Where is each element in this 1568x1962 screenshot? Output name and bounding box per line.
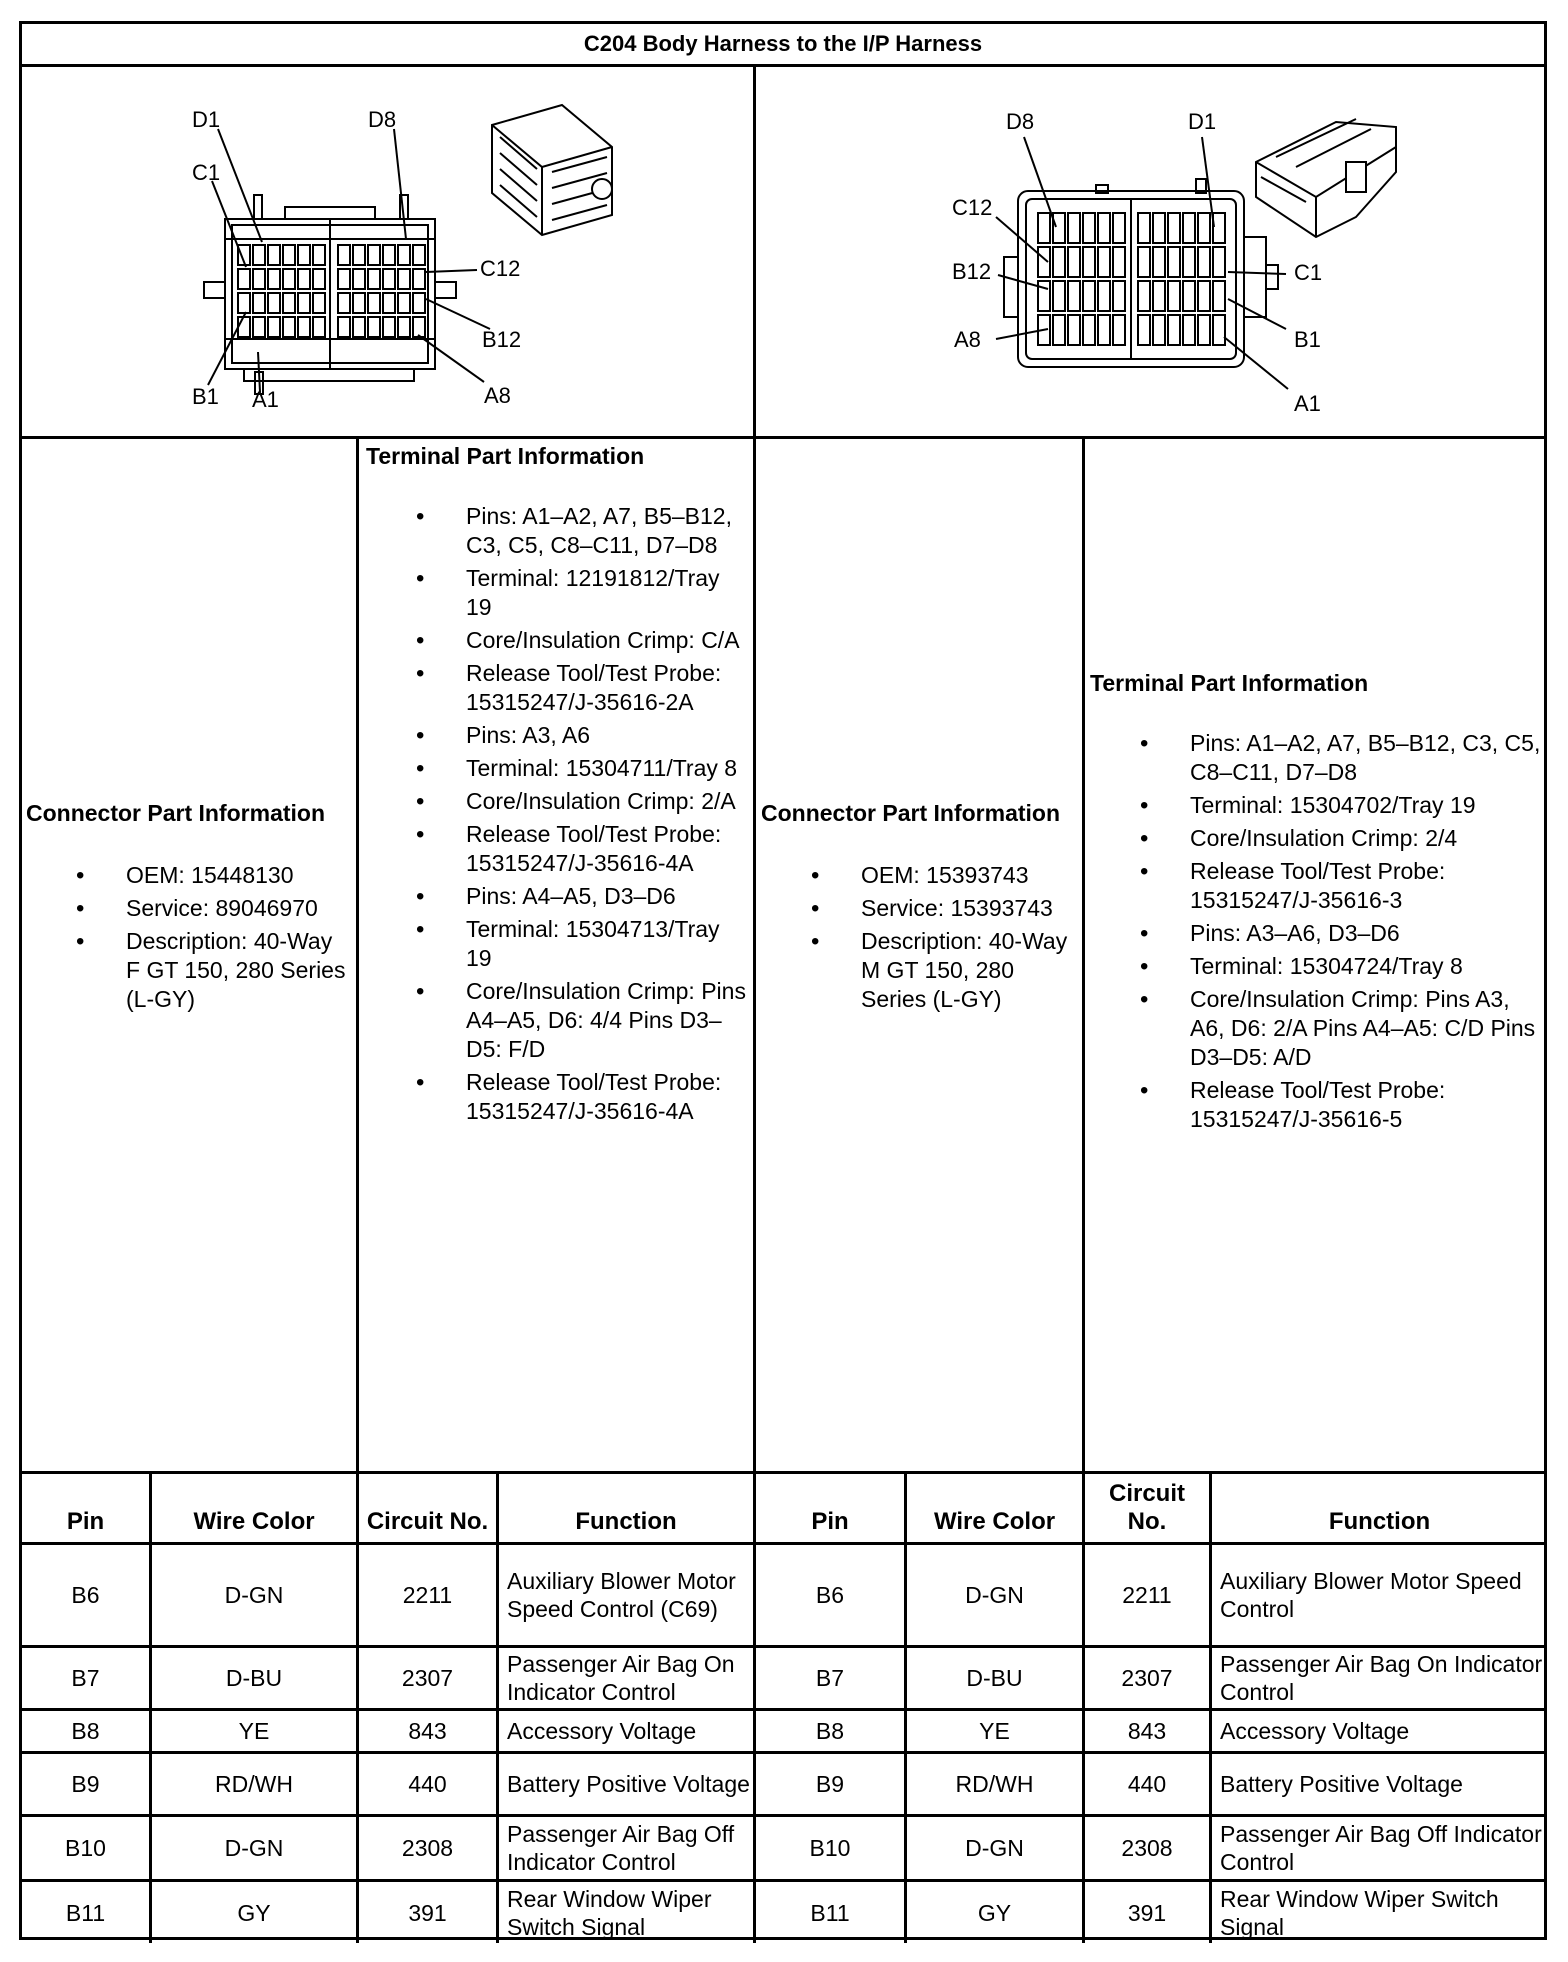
table-cell: D-GN bbox=[965, 1835, 1024, 1861]
list-item: • Terminal: 15304724/Tray 8 bbox=[1090, 952, 1545, 981]
terminal-info-heading: Terminal Part Information bbox=[1090, 670, 1369, 696]
pin-label: B12 bbox=[952, 259, 992, 284]
terminal-group bbox=[1090, 729, 1545, 915]
pin-label: B12 bbox=[482, 327, 522, 352]
pin-label: A1 bbox=[252, 387, 279, 412]
list-item: • OEM: 15448130 bbox=[26, 861, 351, 890]
table-cell: B7 bbox=[71, 1665, 100, 1691]
list-item: • Release Tool/Test Probe: 15315247/J-35616-4A bbox=[366, 820, 748, 878]
page-title: C204 Body Harness to the I/P Harness bbox=[583, 31, 983, 56]
table-cell: B11 bbox=[65, 1899, 106, 1926]
table-cell: GY bbox=[977, 1899, 1012, 1926]
table-cell: YE bbox=[979, 1718, 1010, 1744]
list-item: • Terminal: 15304713/Tray 19 bbox=[366, 915, 748, 973]
pin-label: C12 bbox=[480, 256, 521, 281]
table-cell: Battery Positive Voltage bbox=[507, 1771, 750, 1797]
column-header: Function bbox=[1328, 1508, 1431, 1535]
table-cell: 2307 bbox=[1121, 1665, 1173, 1691]
pin-label: C1 bbox=[192, 160, 221, 185]
table-cell: B10 bbox=[65, 1835, 106, 1861]
list-item: • Pins: A4–A5, D3–D6 bbox=[366, 882, 748, 911]
table-cell: Passenger Air Bag On Indicator Control bbox=[1220, 1651, 1543, 1705]
table-cell: Rear Window Wiper Switch Signal bbox=[1220, 1885, 1499, 1940]
list-item: • Core/Insulation Crimp: 2/4 bbox=[1090, 824, 1545, 853]
table-cell: 2307 bbox=[401, 1665, 454, 1691]
table-cell: Passenger Air Bag On Indicator Control bbox=[507, 1651, 735, 1705]
column-header: Pin bbox=[66, 1508, 105, 1535]
column-header: Wire Color bbox=[193, 1508, 315, 1535]
pin-label: C1 bbox=[1294, 260, 1323, 285]
table-cell: GY bbox=[237, 1899, 271, 1926]
table-cell: Accessory Voltage bbox=[1220, 1718, 1410, 1744]
table-cell: RD/WH bbox=[955, 1771, 1034, 1797]
list-item: • Core/Insulation Crimp: Pins A4–A5, D6: 4/4 Pins D3–D5: F/D bbox=[366, 977, 748, 1064]
table-cell: 391 bbox=[1127, 1899, 1167, 1926]
list-item: • Service: 89046970 bbox=[26, 894, 351, 923]
table-cell: RD/WH bbox=[215, 1771, 293, 1797]
table-cell: B6 bbox=[815, 1582, 845, 1608]
list-item: • Release Tool/Test Probe: 15315247/J-35616-5 bbox=[1090, 1076, 1545, 1134]
table-cell: Auxiliary Blower Motor Speed Control bbox=[1220, 1568, 1522, 1622]
list-item: • Pins: A3–A6, D3–D6 bbox=[1090, 919, 1545, 948]
list-item: • Pins: A3, A6 bbox=[366, 721, 748, 750]
pin-label: A1 bbox=[1294, 391, 1321, 416]
connector-sheet bbox=[19, 21, 1547, 1940]
list-item: • OEM: 15393743 bbox=[761, 861, 1079, 890]
column-header: Circuit No. bbox=[366, 1508, 489, 1535]
pin-label: D1 bbox=[192, 107, 221, 132]
table-cell: 2211 bbox=[1122, 1582, 1172, 1608]
pin-label: B1 bbox=[1294, 327, 1321, 352]
table-cell: B7 bbox=[815, 1665, 845, 1691]
divider bbox=[22, 436, 1544, 439]
table-cell: B9 bbox=[815, 1771, 845, 1797]
table-cell: Passenger Air Bag Off Indicator Control bbox=[1220, 1821, 1542, 1875]
table-cell: Rear Window Wiper Switch Signal bbox=[507, 1885, 712, 1940]
terminal-group bbox=[366, 502, 748, 717]
terminal-info-heading: Terminal Part Information bbox=[366, 443, 645, 469]
list-item: • Terminal: 15304711/Tray 8 bbox=[366, 754, 748, 783]
table-cell: 843 bbox=[1127, 1718, 1167, 1744]
table-cell: 440 bbox=[1127, 1771, 1167, 1797]
table-cell: 2308 bbox=[1121, 1835, 1173, 1861]
pin-label: D8 bbox=[368, 107, 397, 132]
terminal-group bbox=[366, 882, 748, 1126]
table-cell: B6 bbox=[71, 1582, 100, 1608]
list-item: • Core/Insulation Crimp: C/A bbox=[366, 626, 748, 655]
terminal-group bbox=[1090, 919, 1545, 1134]
list-item: • Pins: A1–A2, A7, B5–B12, C3, C5, C8–C11, D7–D8 bbox=[1090, 729, 1545, 787]
table-cell: Battery Positive Voltage bbox=[1220, 1771, 1463, 1797]
pin-label: A8 bbox=[954, 327, 981, 352]
connector-info-list bbox=[761, 861, 1079, 1014]
pin-label: B1 bbox=[192, 384, 219, 409]
table-cell: B9 bbox=[71, 1771, 100, 1797]
right-connector-diagram bbox=[756, 67, 1550, 436]
list-item: • Terminal: 15304702/Tray 19 bbox=[1090, 791, 1545, 820]
table-cell: Auxiliary Blower Motor Speed Control (C69) bbox=[507, 1568, 736, 1622]
left-terminal-info bbox=[366, 442, 748, 1130]
table-cell: 2308 bbox=[401, 1835, 454, 1861]
pin-label: D1 bbox=[1188, 109, 1217, 134]
list-item: • Description: 40-Way M GT 150, 280 Series (L-GY) bbox=[761, 927, 1079, 1014]
table-cell: B8 bbox=[71, 1718, 100, 1744]
list-item: • Service: 15393743 bbox=[761, 894, 1079, 923]
left-connector-diagram bbox=[22, 67, 753, 436]
pin-label: C12 bbox=[952, 195, 993, 220]
right-terminal-info bbox=[1090, 669, 1545, 1138]
table-cell: 391 bbox=[408, 1899, 447, 1926]
table-cell: D-BU bbox=[225, 1665, 283, 1691]
list-item: • Release Tool/Test Probe: 15315247/J-35616-2A bbox=[366, 659, 748, 717]
column-header: Function bbox=[575, 1508, 677, 1535]
list-item: • Pins: A1–A2, A7, B5–B12, C3, C5, C8–C11, D7–D8 bbox=[366, 502, 748, 560]
list-item: • Core/Insulation Crimp: 2/A bbox=[366, 787, 748, 816]
connector-info-heading: Connector Part Information bbox=[761, 800, 1061, 826]
column-header: Wire Color bbox=[933, 1508, 1056, 1535]
table-cell: D-GN bbox=[965, 1582, 1024, 1608]
table-cell: 843 bbox=[408, 1718, 447, 1744]
list-item: • Terminal: 12191812/Tray 19 bbox=[366, 564, 748, 622]
table-cell: B8 bbox=[815, 1718, 845, 1744]
table-cell: B11 bbox=[810, 1899, 850, 1926]
table-cell: Accessory Voltage bbox=[507, 1718, 697, 1744]
table-cell: B10 bbox=[809, 1835, 851, 1861]
table-cell: D-BU bbox=[966, 1665, 1023, 1691]
connector-info-heading: Connector Part Information bbox=[26, 800, 326, 826]
list-item: • Core/Insulation Crimp: Pins A3, A6, D6: 2/A Pins A4–A5: C/D Pins D3–D5: A/D bbox=[1090, 985, 1545, 1072]
table-cell: Passenger Air Bag Off Indicator Control bbox=[507, 1821, 735, 1875]
table-cell: 2211 bbox=[402, 1582, 453, 1608]
left-connector-info bbox=[26, 799, 351, 1018]
list-item: • Description: 40-Way F GT 150, 280 Series (L-GY) bbox=[26, 927, 351, 1014]
column-header: Circuit No. bbox=[1108, 1480, 1185, 1535]
table-cell: D-GN bbox=[224, 1835, 284, 1861]
table-cell: YE bbox=[238, 1718, 270, 1744]
table-cell: 440 bbox=[408, 1771, 447, 1797]
pin-label: D8 bbox=[1006, 109, 1035, 134]
pin-label: A8 bbox=[484, 383, 511, 408]
list-item: • Release Tool/Test Probe: 15315247/J-35616-4A bbox=[366, 1068, 748, 1126]
table-cell: D-GN bbox=[224, 1582, 284, 1608]
connector-info-list bbox=[26, 861, 351, 1014]
right-connector-info bbox=[761, 799, 1079, 1018]
column-header: Pin bbox=[811, 1508, 849, 1535]
list-item: • Release Tool/Test Probe: 15315247/J-35616-3 bbox=[1090, 857, 1545, 915]
terminal-group bbox=[366, 721, 748, 878]
